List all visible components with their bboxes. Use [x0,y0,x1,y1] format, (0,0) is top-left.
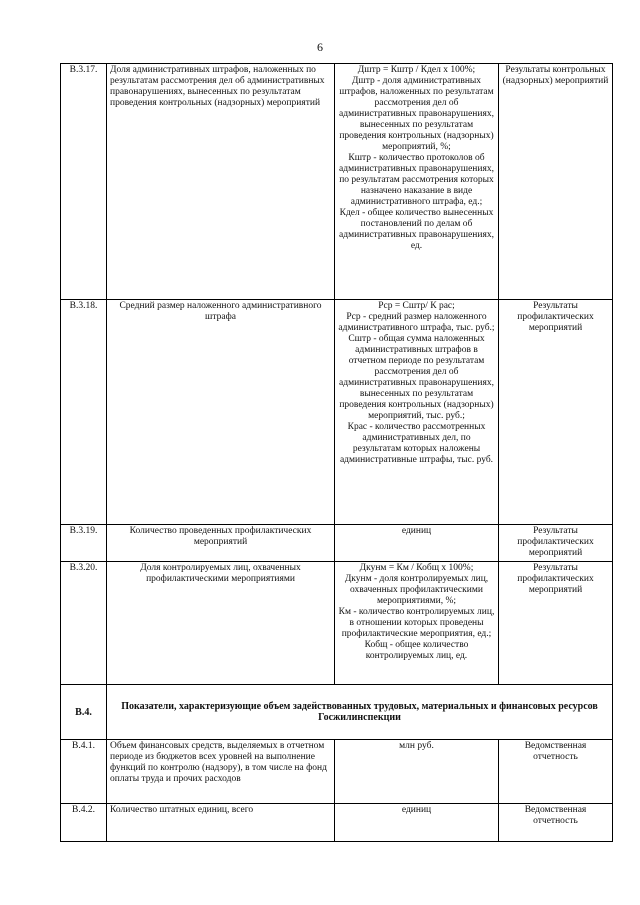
indicator-source: Результаты контрольных (надзорных) мероприятий [499,64,613,300]
table-row [61,740,613,804]
formula-line: Сштр - общая сумма наложенных административных штрафов в отчетном периоде по результатам рассмотрения дел об административных правонарушениях, вынесенных по результатам проведения контрольных (надзорных) мероприятий, тыс. руб.; [339,334,494,421]
indicator-formula [335,804,499,842]
indicator-name: Средний размер наложенного административного штрафа [107,300,335,525]
indicator-name: Доля административных штрафов, наложенных по результатам рассмотрения дел об административных правонарушениях, вынесенных по результатам проведения контрольных (надзорных) мероприятий [107,64,335,300]
formula-line: Крас - количество рассмотренных административных дел, по результатам которых наложены административные штрафы, тыс. руб. [339,422,494,465]
section-header-row [61,685,613,740]
formula-line: Кобщ - общее количество контролируемых лиц, ед. [364,640,469,661]
indicator-code: В.3.17. [61,64,107,300]
table-row [61,804,613,842]
indicator-source: Результаты профилактических мероприятий [499,300,613,525]
indicator-source: Ведомственная отчетность [499,804,613,842]
formula-line: Дштр - доля административных штрафов, наложенных по результатам рассмотрения дел об административных правонарушениях, вынесенных по результатам проведения контрольных (надзорных) мероприятий, %; [339,76,494,152]
page-number: 6 [317,40,323,54]
indicator-formula [335,300,499,525]
indicator-name: Доля контролируемых лиц, охваченных профилактическими мероприятиями [107,562,335,685]
table-row [61,525,613,562]
indicator-source: Результаты профилактических мероприятий [499,525,613,562]
section-code: В.4. [61,685,107,740]
indicator-formula [335,740,499,804]
indicator-code: В.3.19. [61,525,107,562]
indicator-source: Ведомственная отчетность [499,740,613,804]
section-title: Показатели, характеризующие объем задействованных трудовых, материальных и финансовых ресурсов Госжилинспекции [107,685,613,740]
indicator-code: В.4.2. [61,804,107,842]
table-row [61,300,613,525]
formula-line: Дкунм = Км / Кобщ х 100%; [359,563,474,573]
formula-line: единиц [401,805,432,815]
indicator-formula [335,64,499,300]
indicator-formula [335,525,499,562]
formula-line: единиц [401,526,432,536]
formula-line: Км - количество контролируемых лиц, в отношении которых проведены профилактические мероприятия, ед.; [338,607,495,639]
formula-line: млн руб. [399,741,434,751]
indicators-table [60,63,613,842]
indicator-name: Количество проведенных профилактических мероприятий [107,525,335,562]
formula-line: Кштр - количество протоколов об административных правонарушениях, по результатам рассмотрения которых назначено наказание в виде административного штрафа, ед.; [339,153,494,207]
indicator-code: В.3.20. [61,562,107,685]
formula-line: Дкунм - доля контролируемых лиц, охваченных профилактическими мероприятиями, %; [344,574,489,606]
table-row [61,64,613,300]
formula-line: Рср - средний размер наложенного административного штрафа, тыс. руб.; [338,312,495,333]
indicator-code: В.4.1. [61,740,107,804]
indicator-name: Объем финансовых средств, выделяемых в отчетном периоде из бюджетов всех уровней на выполнение функций по контролю (надзору), в том числе на фонд оплаты труда и прочих расходов [107,740,335,804]
indicator-formula [335,562,499,685]
indicator-code: В.3.18. [61,300,107,525]
formula-line: Дштр = Кштр / Кдел х 100%; [357,65,476,75]
indicator-name: Количество штатных единиц, всего [107,804,335,842]
table-row [61,562,613,685]
formula-line: Рср = Сштр/ К рас; [378,301,455,311]
indicator-source: Результаты профилактических мероприятий [499,562,613,685]
formula-line: Кдел - общее количество вынесенных постановлений по делам об административных правонарушениях, ед. [339,208,494,251]
